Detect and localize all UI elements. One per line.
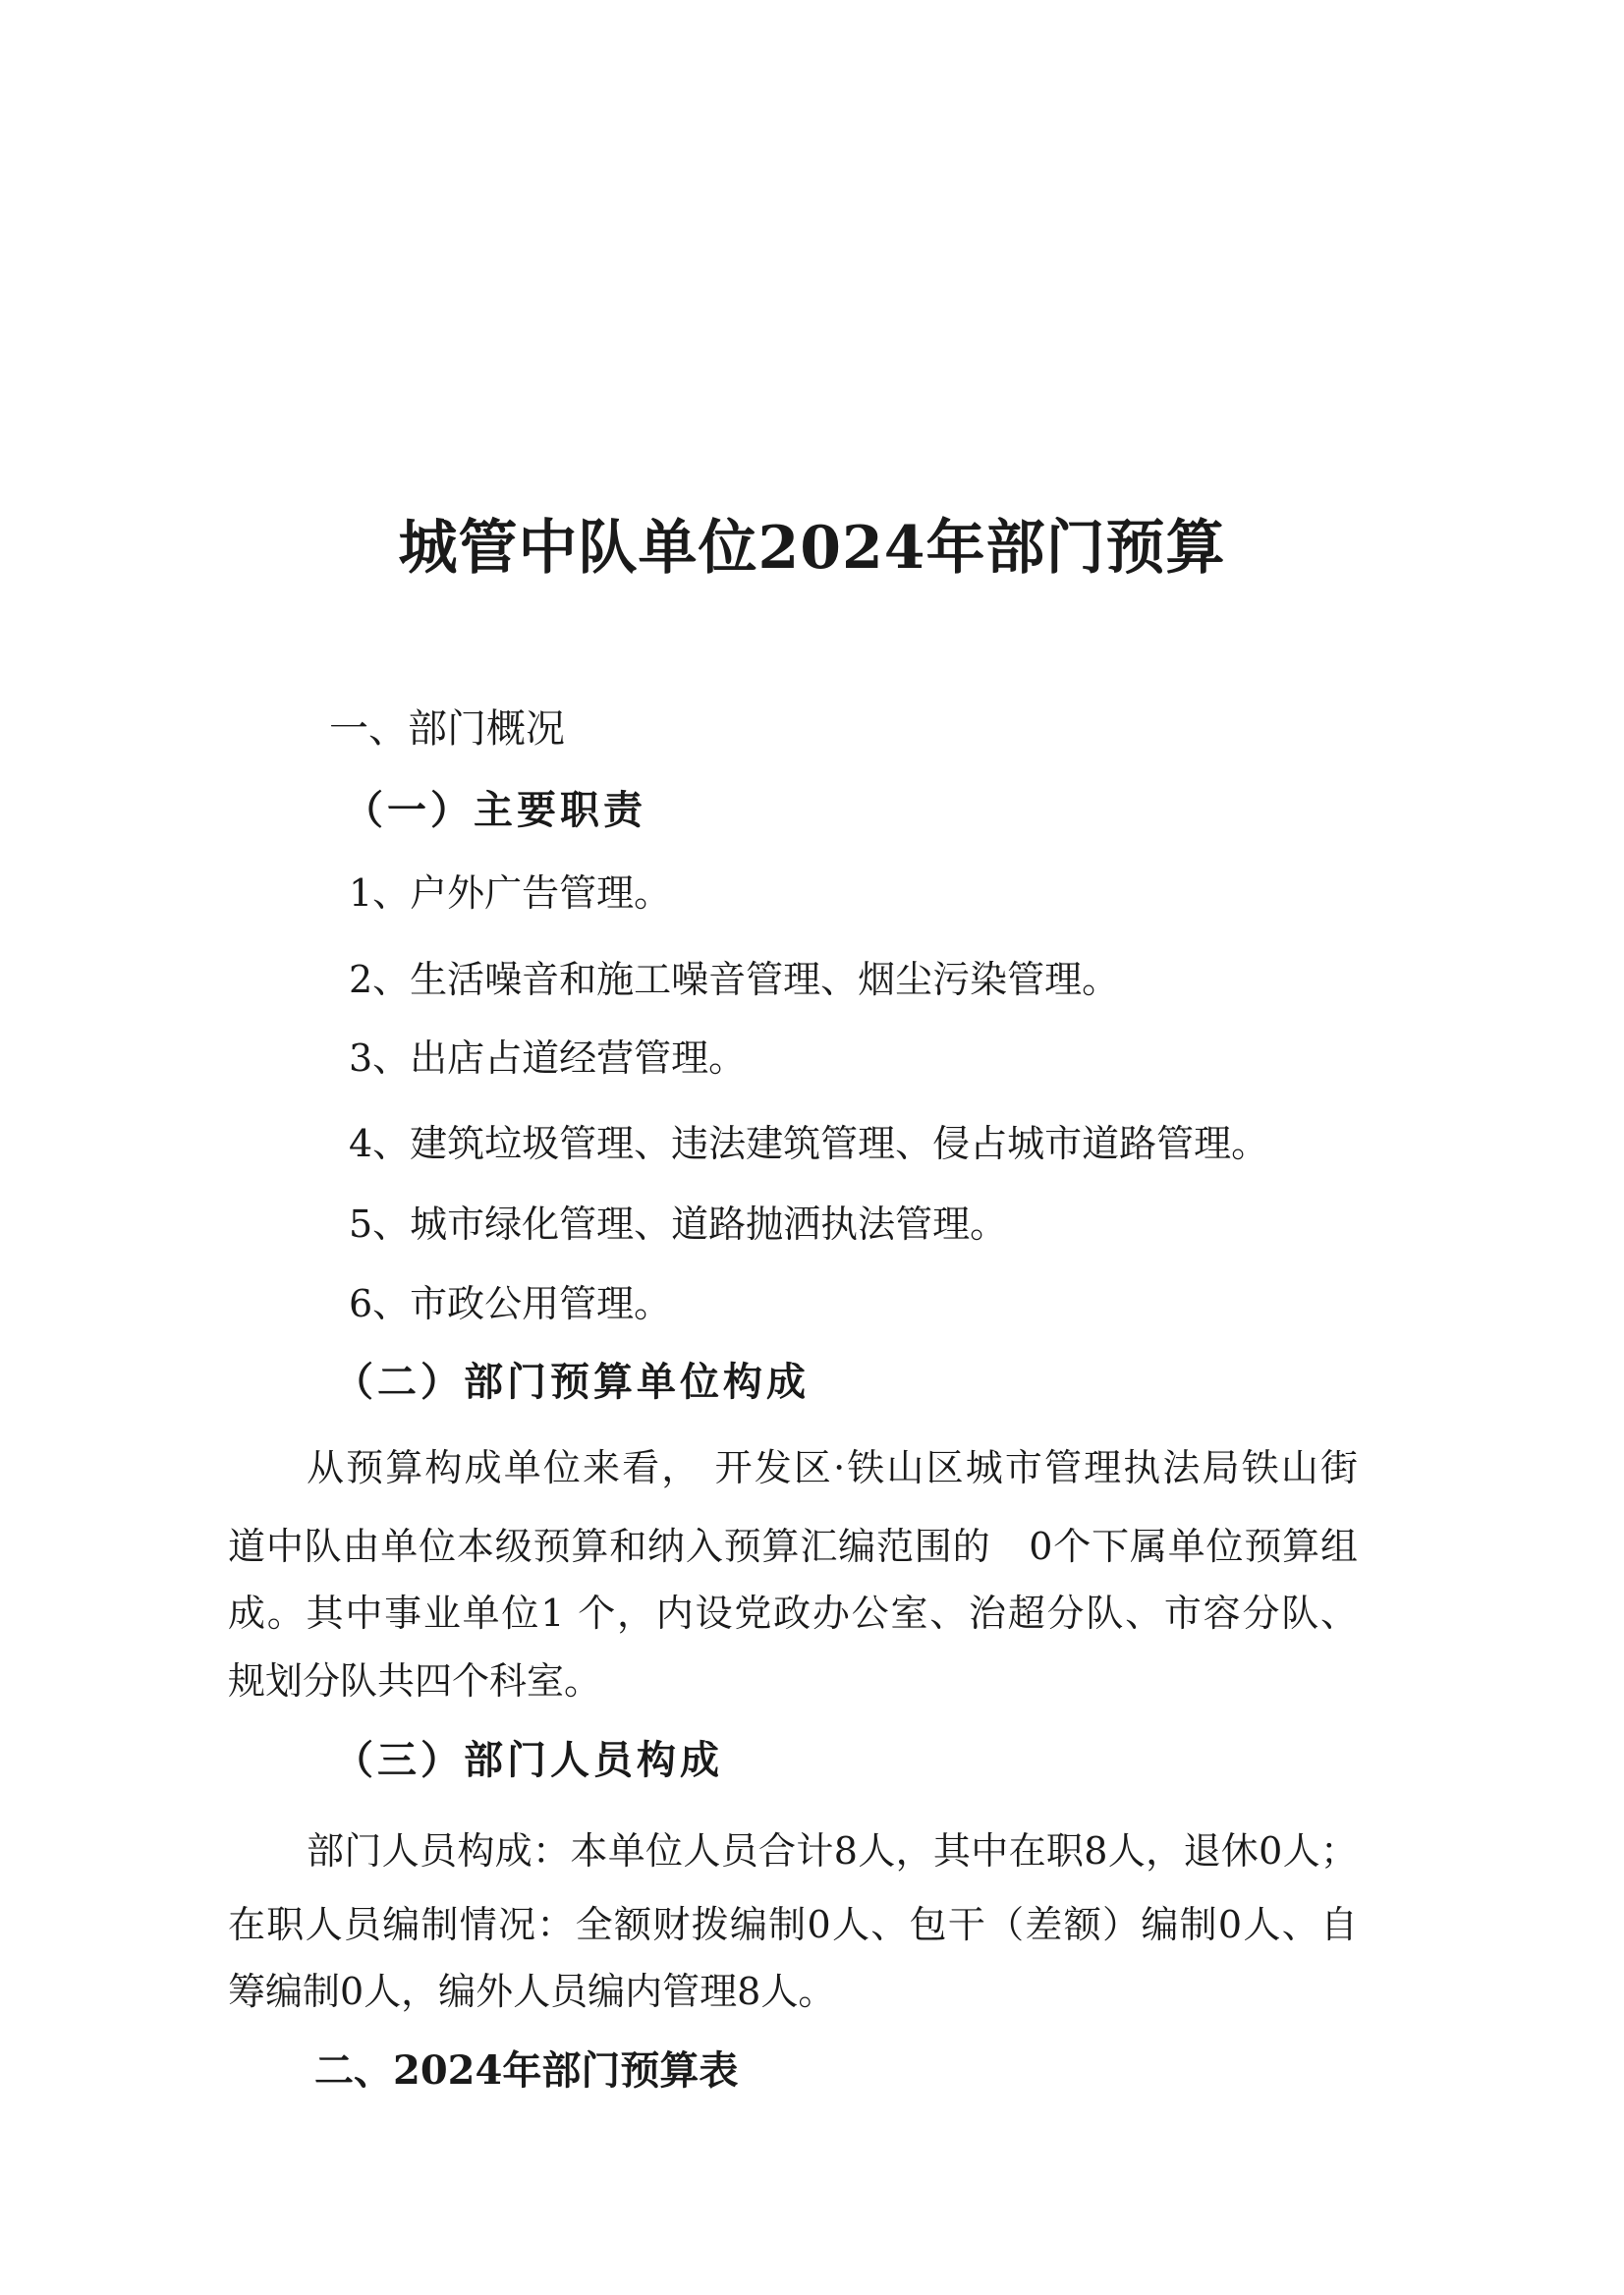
section-1-heading: 一、部门概况 bbox=[329, 706, 565, 752]
subsection-3-heading: （三）部门人员构成 bbox=[334, 1737, 723, 1783]
duty-item-5: 5、城市绿化管理、道路抛洒执法管理。 bbox=[349, 1203, 1008, 1246]
staff-line-3: 筹编制0人，编外人员编内管理8人。 bbox=[228, 1970, 836, 2013]
composition-line-1: 从预算构成单位来看， 开发区·铁山区城市管理执法局铁山街 bbox=[307, 1446, 1358, 1489]
duty-item-2: 2、生活噪音和施工噪音管理、烟尘污染管理。 bbox=[349, 958, 1120, 1001]
duty-item-4: 4、建筑垃圾管理、违法建筑管理、侵占城市道路管理。 bbox=[349, 1122, 1269, 1165]
composition-line-2: 道中队由单位本级预算和纳入预算汇编范围的 0个下属单位预算组 bbox=[228, 1525, 1358, 1568]
duty-item-6: 6、市政公用管理。 bbox=[349, 1282, 672, 1325]
staff-line-2: 在职人员编制情况：全额财拨编制0人、包干（差额）编制0人、自 bbox=[228, 1903, 1358, 1946]
staff-line-1: 部门人员构成：本单位人员合计8人，其中在职8人，退休0人； bbox=[307, 1829, 1358, 1873]
section-2-heading: 二、2024年部门预算表 bbox=[314, 2047, 739, 2094]
composition-line-4: 规划分队共四个科室。 bbox=[228, 1659, 602, 1703]
duty-item-3: 3、出店占道经营管理。 bbox=[349, 1036, 747, 1080]
duty-item-1: 1、户外广告管理。 bbox=[349, 871, 672, 915]
subsection-2-heading: （二）部门预算单位构成 bbox=[334, 1359, 810, 1405]
document-title: 城管中队单位2024年部门预算 bbox=[398, 514, 1226, 583]
subsection-1-heading: （一）主要职责 bbox=[344, 787, 646, 833]
composition-line-3: 成。其中事业单位1 个，内设党政办公室、治超分队、市容分队、 bbox=[228, 1592, 1358, 1635]
